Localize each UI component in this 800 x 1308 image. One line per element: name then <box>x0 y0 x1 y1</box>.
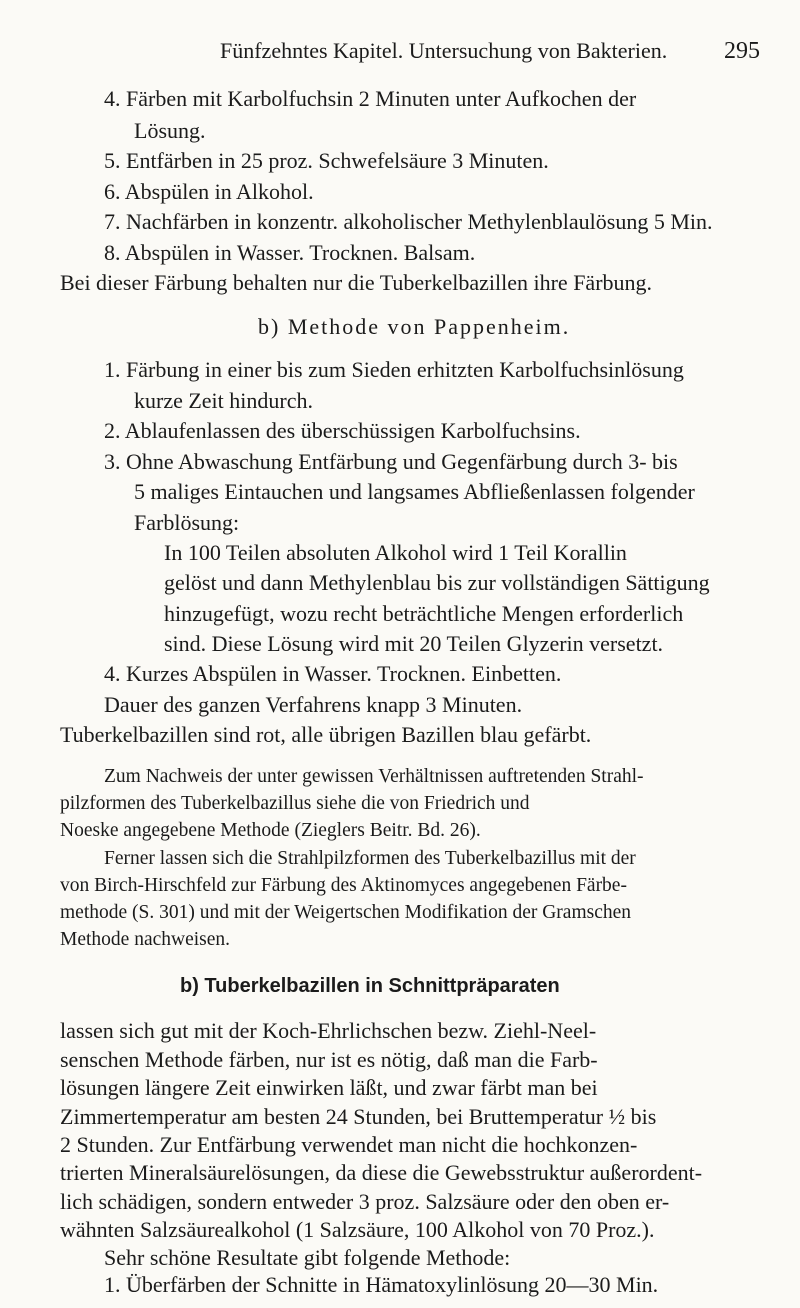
text-line: lich schädigen, sondern entweder 3 proz. Salzsäure oder den oben er- <box>60 1188 670 1214</box>
text-line: 5. Entfärben in 25 proz. Schwefelsäure 3 Minuten. <box>104 148 549 173</box>
text-line: Noeske angegebene Methode (Zieglers Beitr. Bd. 26). <box>60 820 481 841</box>
text-line: In 100 Teilen absoluten Alkohol wird 1 Teil Korallin <box>164 540 627 565</box>
text-line: gelöst und dann Methylenblau bis zur vollständigen Sättigung <box>164 570 710 595</box>
text-line: 4. Färben mit Karbolfuchsin 2 Minuten unter Aufkochen der <box>104 86 637 111</box>
text-line: Tuberkelbazillen sind rot, alle übrigen Bazillen blau gefärbt. <box>60 722 592 747</box>
text-line: pilzformen des Tuberkelbazillus siehe die von Friedrich und <box>60 793 530 814</box>
text-line: Farblösung: <box>134 510 240 535</box>
text-line: Dauer des ganzen Verfahrens knapp 3 Minuten. <box>104 692 523 717</box>
text-line: Methode nachweisen. <box>60 929 231 950</box>
page-number: 295 <box>724 38 760 64</box>
text-line: 7. Nachfärben in konzentr. alkoholischer Methylenblaulösung 5 Min. <box>104 209 713 234</box>
text-line: Ferner lassen sich die Strahlpilzformen des Tuberkelbazillus mit der <box>104 848 636 869</box>
text-line: 6. Abspülen in Alkohol. <box>104 179 314 204</box>
chapter-title: Fünfzehntes Kapitel. Untersuchung von Bakterien. <box>220 38 668 63</box>
text-line: Zimmertemperatur am besten 24 Stunden, bei Bruttemperatur ½ bis <box>60 1103 657 1129</box>
text-line: hinzugefügt, wozu recht beträchtliche Mengen erforderlich <box>164 601 684 626</box>
text-line: Lösung. <box>134 118 206 143</box>
text-line: Bei dieser Färbung behalten nur die Tuberkelbazillen ihre Färbung. <box>60 270 653 295</box>
text-line: 5 maliges Eintauchen und langsames Abfließenlassen folgender <box>134 479 695 504</box>
text-line: lösungen längere Zeit einwirken läßt, und zwar färbt man bei <box>60 1074 598 1100</box>
subsection-heading: b) Tuberkelbazillen in Schnittpräparaten <box>180 975 560 998</box>
text-line: von Birch-Hirschfeld zur Färbung des Aktinomyces angegebenen Färbe- <box>60 875 627 896</box>
text-line: 3. Ohne Abwaschung Entfärbung und Gegenfärbung durch 3- bis <box>104 449 678 474</box>
text-line: 4. Kurzes Abspülen in Wasser. Trocknen. Einbetten. <box>104 661 562 686</box>
text-line: 2. Ablaufenlassen des überschüssigen Karbolfuchsins. <box>104 418 581 443</box>
text-line: 8. Abspülen in Wasser. Trocknen. Balsam. <box>104 240 476 265</box>
section-heading: b) Methode von Pappenheim. <box>258 314 571 339</box>
text-line: 1. Färbung in einer bis zum Sieden erhitzten Karbolfuchsinlösung <box>104 357 684 382</box>
text-line: methode (S. 301) und mit der Weigertschen Modifikation der Gramschen <box>60 902 632 923</box>
text-line: trierten Mineralsäurelösungen, da diese die Gewebsstruktur außerordent- <box>60 1159 703 1185</box>
text-line: 1. Überfärben der Schnitte in Hämatoxylinlösung 20—30 Min. <box>104 1272 659 1298</box>
text-line: 2 Stunden. Zur Entfärbung verwendet man nicht die hochkonzen- <box>60 1131 638 1157</box>
text-line: kurze Zeit hindurch. <box>134 388 313 413</box>
text-line: sind. Diese Lösung wird mit 20 Teilen Glyzerin versetzt. <box>164 631 664 656</box>
running-header <box>40 38 760 68</box>
text-line: Sehr schöne Resultate gibt folgende Methode: <box>104 1244 511 1270</box>
text-line: Zum Nachweis der unter gewissen Verhältnissen auftretenden Strahl- <box>104 766 644 787</box>
text-line: lassen sich gut mit der Koch-Ehrlichschen bezw. Ziehl-Neel- <box>60 1017 597 1043</box>
text-line: senschen Methode färben, nur ist es nötig, daß man die Farb- <box>60 1046 598 1072</box>
text-line: wähnten Salzsäurealkohol (1 Salzsäure, 100 Alkohol von 70 Proz.). <box>60 1216 655 1242</box>
